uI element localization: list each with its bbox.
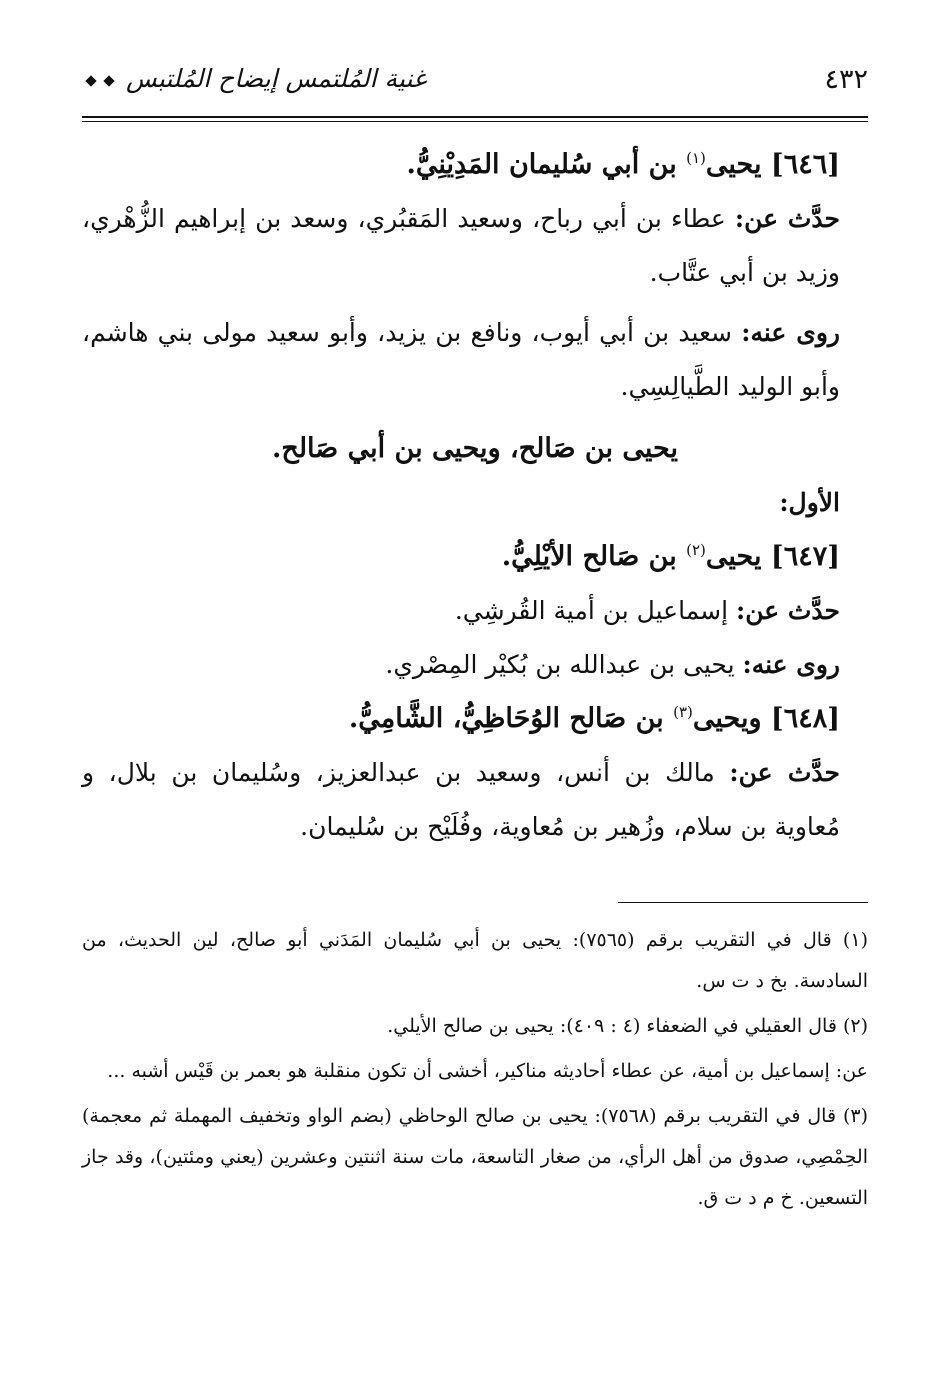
page-number: ٤٣٢ xyxy=(824,64,868,95)
entry-number: [٦٤٦] xyxy=(770,149,840,180)
footnote-separator xyxy=(618,902,868,903)
narrated-by-label: روى عنه: xyxy=(741,318,840,347)
entry-646-narrated-by xyxy=(82,306,868,414)
entry-number: [٦٤٨] xyxy=(770,703,840,734)
footnote-ref: (٢) xyxy=(686,541,706,559)
entry-name-rest: بن أبي سُليمان المَدِيْنِيُّ. xyxy=(406,149,677,180)
footnote-1: (١) قال في التقريب برقم (٧٥٦٥): يحيى بن أبي سُليمان المَدَني أبو صالح، لين الحديث، من السادسة. بخ د ت س. xyxy=(82,929,868,992)
footnote-ref: (١) xyxy=(686,149,706,167)
narrated-by-text: يحيى بن عبدالله بن بُكيْر المِصْري. xyxy=(385,650,735,679)
narrated-from-text: مالك بن أنس، وسعيد بن عبدالعزيز، وسُليمان بن بلال، و مُعاوية بن سلام، وزُهير بن مُعاوية، وفُلَيْح بن سُليمان. xyxy=(82,758,840,841)
main-text xyxy=(82,138,868,854)
narrated-from-label: حدَّث عن: xyxy=(729,758,841,787)
entry-647-heading xyxy=(82,530,868,584)
narrated-by-text: سعيد بن أبي أيوب، ونافع بن يزيد، وأبو سعيد مولى بني هاشم، وأبو الوليد الطَّيالِسِي. xyxy=(82,318,840,401)
footnote-2-continued: عن: إسماعيل بن أمية، عن عطاء أحاديثه مناكير، أخشى أن تكون منقلبة هو بعمر بن قَيْس أشبه ... xyxy=(107,1060,868,1082)
entry-name-rest: بن صَالح الوُحَاظِيُّ، الشَّامِيُّ. xyxy=(348,703,664,734)
header-rule-thin xyxy=(82,121,868,122)
entry-name: يحيى xyxy=(705,149,762,180)
narrated-from-label: حدَّث عن: xyxy=(734,204,840,233)
entry-647-narrated-from xyxy=(82,584,868,638)
narrated-by-label: روى عنه: xyxy=(742,650,840,679)
narrated-from-text: عطاء بن أبي رباح، وسعيد المَقبُري، وسعد بن إبراهيم الزُّهْري، وزيد بن أبي عتَّاب. xyxy=(82,204,840,287)
footnotes xyxy=(82,920,868,1223)
running-title xyxy=(82,64,426,93)
narrated-from-text: إسماعيل بن أمية القُرشِي. xyxy=(454,596,729,625)
entry-648-heading xyxy=(82,692,868,746)
first-label: الأول: xyxy=(779,488,840,517)
footnote-2: (٢) قال العقيلي في الضعفاء (٤ : ٤٠٩): يحيى بن صالح الأيلي. xyxy=(387,1015,868,1037)
entry-648-narrated-from xyxy=(82,746,868,854)
entry-name: ويحيى xyxy=(692,703,762,734)
entry-name-rest: بن صَالح الأيْلِيُّ. xyxy=(501,541,677,572)
diamond-ornament-icon xyxy=(85,75,96,86)
entry-647-narrated-by xyxy=(82,638,868,692)
entry-646-narrated-from xyxy=(82,192,868,300)
section-title: يحيى بن صَالح، ويحيى بن أبي صَالح. xyxy=(271,433,678,464)
book-title: غنية المُلتمس إيضاح المُلتبس xyxy=(125,64,427,93)
entry-name: يحيى xyxy=(705,541,762,572)
page-header xyxy=(82,60,868,108)
narrated-from-label: حدَّث عن: xyxy=(736,596,840,625)
entry-number: [٦٤٧] xyxy=(770,541,840,572)
diamond-ornament-icon xyxy=(103,75,114,86)
entry-646-heading xyxy=(82,138,868,192)
footnote-ref: (٣) xyxy=(673,703,693,721)
footnote-3: (٣) قال في التقريب برقم (٧٥٦٨): يحيى بن صالح الوحاظي (بضم الواو وتخفيف المهملة ثم معجمة) الحِمْصِي، صدوق من أهل الرأي، من صغار التاسعة، مات سنة اثنتين وعشرين (يعني ومئتين)، وقد جاز التسعين. خ م د ت ق. xyxy=(82,1105,868,1209)
header-rule-thick xyxy=(82,116,868,118)
